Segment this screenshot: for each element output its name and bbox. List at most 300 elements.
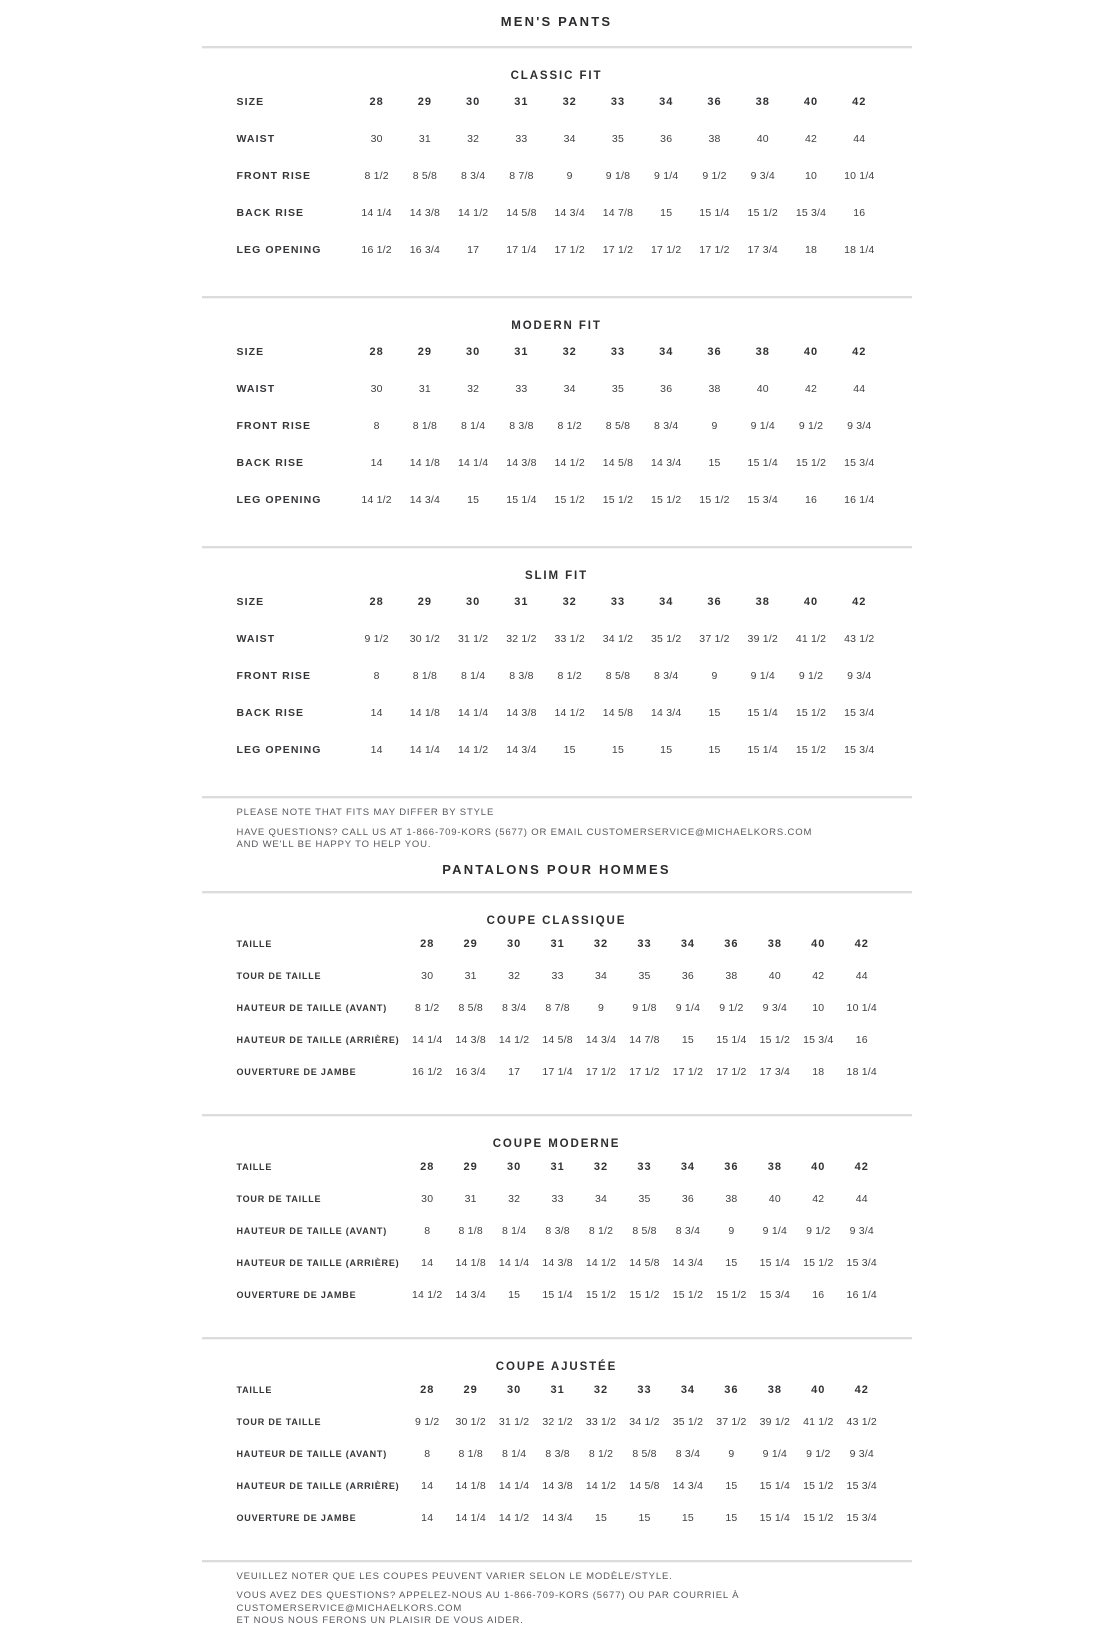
size-header-cell: 29 [463, 1160, 478, 1173]
value-cell: 33 1/2 [585, 1415, 617, 1428]
value-cell: 8 3/4 [675, 1447, 701, 1460]
value-cell: 9 [711, 419, 718, 432]
value-cell: 17 1/2 [554, 243, 585, 256]
section-heading: SLIM FIT [524, 570, 589, 582]
value-cell: 39 1/2 [759, 1415, 791, 1428]
table-row [202, 120, 912, 157]
value-cell: 44 [855, 969, 868, 982]
row-label: HAUTEUR DE TAILLE (ARRIÈRE) [236, 1257, 400, 1268]
value-cell: 9 3/4 [849, 1224, 874, 1237]
value-cell: 39 1/2 [747, 632, 778, 645]
size-header-cell: 30 [466, 95, 481, 108]
value-cell: 43 1/2 [846, 1415, 877, 1428]
size-header-cell: 28 [369, 595, 384, 608]
value-cell: 14 5/8 [602, 456, 634, 469]
value-cell: 32 1/2 [506, 632, 537, 645]
value-cell: 8 1/8 [412, 669, 438, 682]
value-cell: 8 1/4 [501, 1447, 527, 1460]
row-label: HAUTEUR DE TAILLE (ARRIÈRE) [236, 1034, 400, 1045]
value-cell: 9 3/4 [847, 669, 872, 682]
value-cell: 16 [804, 493, 818, 506]
row-label: SIZE [236, 595, 265, 608]
size-header-cell: 33 [610, 345, 626, 358]
value-cell: 8 3/8 [509, 419, 534, 432]
value-cell: 9 [711, 669, 718, 682]
value-cell: 15 1/4 [699, 206, 730, 219]
value-cell: 35 [611, 382, 624, 395]
size-header-cell: 28 [369, 345, 384, 358]
value-cell: 9 1/2 [719, 1001, 744, 1014]
value-cell: 8 1/2 [415, 1001, 440, 1014]
size-header-cell: 36 [707, 95, 722, 108]
value-cell: 15 1/2 [672, 1288, 704, 1301]
size-header-cell: 31 [550, 1160, 565, 1173]
size-header-cell: 42 [854, 937, 869, 950]
value-cell: 14 3/4 [455, 1288, 486, 1301]
value-cell: 8 5/8 [605, 419, 631, 432]
row-label: WAIST [236, 632, 276, 645]
value-cell: 18 [812, 1065, 825, 1078]
value-cell: 15 1/4 [759, 1256, 791, 1269]
value-cell: 15 3/4 [844, 456, 875, 469]
value-cell: 8 5/8 [458, 1001, 483, 1014]
value-cell: 15 [681, 1033, 694, 1046]
table-row [202, 194, 912, 231]
value-cell: 40 [756, 382, 769, 395]
value-cell: 15 [660, 743, 673, 756]
value-cell: 31 [418, 382, 431, 395]
row-label: TAILLE [236, 1384, 273, 1395]
value-cell: 14 1/8 [455, 1479, 486, 1492]
value-cell: 42 [804, 132, 818, 145]
value-cell: 14 [370, 456, 383, 469]
note-questions-fr-line1: VOUS AVEZ DES QUESTIONS? APPELEZ-NOUS AU 1-866-709-KORS (5677) OU PAR COURRIEL À CUSTOMERSERVICE@MICHAELKORS.COM [236, 1590, 740, 1614]
value-cell: 14 1/2 [554, 456, 585, 469]
value-cell: 15 1/2 [803, 1479, 834, 1492]
note-questions [237, 827, 912, 852]
value-cell: 15 1/4 [506, 493, 537, 506]
value-cell: 15 1/4 [759, 1479, 791, 1492]
value-cell: 42 [812, 1192, 825, 1205]
value-cell: 8 3/4 [675, 1224, 701, 1237]
value-cell: 8 3/4 [501, 1001, 527, 1014]
value-cell: 8 3/8 [545, 1447, 570, 1460]
value-cell: 9 1/2 [798, 419, 824, 432]
value-cell: 14 3/8 [506, 456, 537, 469]
value-cell: 15 1/2 [759, 1033, 791, 1046]
value-cell: 14 3/8 [506, 706, 537, 719]
value-cell: 14 5/8 [542, 1033, 573, 1046]
size-header-cell: 42 [852, 345, 867, 358]
value-cell: 15 1/2 [795, 743, 827, 756]
value-cell: 40 [768, 969, 781, 982]
note-questions-line2: AND WE'LL BE HAPPY TO HELP YOU. [236, 839, 432, 850]
value-cell: 31 [418, 132, 431, 145]
value-cell: 9 1/4 [750, 669, 775, 682]
value-cell: 16 [812, 1288, 825, 1301]
value-cell: 8 [424, 1224, 431, 1237]
value-cell: 38 [708, 132, 721, 145]
table-row [202, 1024, 912, 1056]
section-heading: COUPE AJUSTÉE [495, 1360, 618, 1373]
table-row [202, 1247, 912, 1279]
value-cell: 9 1/4 [675, 1001, 701, 1014]
value-cell: 15 [708, 743, 721, 756]
value-cell: 14 [370, 743, 383, 756]
value-cell: 14 3/4 [409, 493, 441, 506]
value-cell: 32 [467, 132, 480, 145]
value-cell: 14 7/8 [602, 206, 634, 219]
value-cell: 31 [464, 1192, 477, 1205]
value-cell: 15 [638, 1511, 651, 1524]
value-cell: 9 1/4 [762, 1224, 788, 1237]
value-cell: 14 1/4 [457, 706, 489, 719]
table-row [202, 83, 912, 120]
size-header-cell: 32 [593, 1383, 609, 1396]
size-header-cell: 31 [550, 937, 565, 950]
row-label: WAIST [236, 132, 276, 145]
value-cell: 8 [373, 419, 380, 432]
row-label: OUVERTURE DE JAMBE [236, 1289, 357, 1300]
table-row [202, 1279, 912, 1311]
value-cell: 34 [594, 1192, 608, 1205]
row-label: SIZE [236, 95, 265, 108]
value-cell: 8 5/8 [412, 169, 438, 182]
size-header-cell: 32 [562, 95, 577, 108]
value-cell: 18 1/4 [844, 243, 875, 256]
value-cell: 17 1/4 [542, 1065, 573, 1078]
value-cell: 15 [467, 493, 480, 506]
value-cell: 15 3/4 [759, 1288, 791, 1301]
value-cell: 38 [725, 1192, 738, 1205]
row-label: OUVERTURE DE JAMBE [236, 1512, 357, 1523]
value-cell: 15 1/2 [795, 706, 827, 719]
value-cell: 14 1/4 [412, 1033, 443, 1046]
value-cell: 33 1/2 [554, 632, 585, 645]
row-label: TAILLE [236, 938, 273, 949]
size-header-cell: 31 [514, 595, 529, 608]
size-header-cell: 34 [659, 595, 674, 608]
table-row [202, 657, 912, 694]
table-row [202, 1406, 912, 1438]
value-cell: 8 1/8 [458, 1224, 483, 1237]
table-row [202, 231, 912, 268]
value-cell: 15 1/2 [747, 206, 778, 219]
value-cell: 8 1/2 [588, 1224, 614, 1237]
value-cell: 16 [855, 1033, 868, 1046]
section-heading: MODERN FIT [511, 320, 602, 332]
size-header-cell: 29 [463, 1383, 478, 1396]
value-cell: 9 1/2 [415, 1415, 440, 1428]
value-cell: 15 1/4 [747, 743, 778, 756]
value-cell: 15 3/4 [846, 1479, 877, 1492]
value-cell: 17 1/2 [602, 243, 634, 256]
value-cell: 15 1/2 [803, 1511, 834, 1524]
value-cell: 9 [728, 1447, 735, 1460]
value-cell: 14 5/8 [629, 1256, 660, 1269]
table-row [202, 1056, 912, 1088]
value-cell: 8 3/4 [654, 669, 679, 682]
value-cell: 8 1/4 [460, 419, 486, 432]
note-questions-line1: HAVE QUESTIONS? CALL US AT 1-866-709-KORS (5677) OR EMAIL CUSTOMERSERVICE@MICHAELKORS.COM [236, 826, 813, 838]
value-cell: 15 [725, 1256, 738, 1269]
size-header-cell: 30 [466, 595, 481, 608]
value-cell: 8 5/8 [605, 669, 631, 682]
size-header-cell: 30 [466, 345, 481, 358]
row-label: BACK RISE [236, 206, 305, 219]
size-header-cell: 32 [593, 937, 609, 950]
value-cell: 8 1/2 [588, 1447, 614, 1460]
size-header-cell: 40 [811, 937, 826, 950]
value-cell: 10 1/4 [844, 169, 875, 182]
value-cell: 16 1/4 [846, 1288, 877, 1301]
value-cell: 41 1/2 [803, 1415, 834, 1428]
value-cell: 17 1/2 [629, 1065, 660, 1078]
size-header-cell: 42 [854, 1383, 869, 1396]
value-cell: 15 1/2 [554, 493, 585, 506]
value-cell: 14 [421, 1256, 434, 1269]
value-cell: 15 1/2 [585, 1288, 617, 1301]
value-cell: 9 1/2 [798, 669, 824, 682]
value-cell: 33 [551, 1192, 564, 1205]
value-cell: 9 [598, 1001, 605, 1014]
value-cell: 30 [370, 382, 383, 395]
value-cell: 8 [373, 669, 380, 682]
value-cell: 34 1/2 [629, 1415, 660, 1428]
notes-french [202, 1562, 912, 1628]
value-cell: 36 [660, 132, 673, 145]
size-header-cell: 34 [659, 345, 674, 358]
value-cell: 15 1/2 [699, 493, 730, 506]
note-fit-differ: PLEASE NOTE THAT FITS MAY DIFFER BY STYLE [236, 807, 495, 818]
value-cell: 36 [681, 969, 694, 982]
value-cell: 9 3/4 [762, 1001, 788, 1014]
value-cell: 14 3/4 [542, 1511, 573, 1524]
row-label: OUVERTURE DE JAMBE [236, 1066, 357, 1077]
size-header-cell: 40 [803, 95, 819, 108]
table-row [202, 1151, 912, 1183]
value-cell: 17 [467, 243, 480, 256]
fit-section [202, 1339, 912, 1544]
size-header-cell: 28 [420, 937, 435, 950]
value-cell: 35 1/2 [672, 1415, 704, 1428]
size-header-cell: 34 [680, 937, 696, 950]
table-row [202, 1183, 912, 1215]
value-cell: 14 3/8 [409, 206, 441, 219]
value-cell: 32 1/2 [542, 1415, 573, 1428]
section-heading: COUPE MODERNE [492, 1137, 621, 1150]
value-cell: 31 1/2 [457, 632, 489, 645]
size-header-cell: 34 [680, 1383, 696, 1396]
value-cell: 14 1/2 [412, 1288, 443, 1301]
size-header-cell: 29 [463, 937, 478, 950]
value-cell: 14 3/4 [585, 1033, 617, 1046]
value-cell: 18 [804, 243, 818, 256]
size-header-cell: 33 [610, 595, 626, 608]
value-cell: 14 3/4 [651, 706, 682, 719]
value-cell: 9 3/4 [847, 419, 872, 432]
size-header-cell: 36 [707, 345, 722, 358]
value-cell: 17 1/2 [672, 1065, 704, 1078]
size-header-cell: 38 [767, 937, 782, 950]
table-row [202, 1470, 912, 1502]
size-tables-french [202, 893, 912, 1562]
table-row [202, 444, 912, 481]
value-cell: 30 [421, 1192, 434, 1205]
value-cell: 35 [638, 1192, 651, 1205]
size-header-cell: 38 [767, 1160, 782, 1173]
value-cell: 14 1/4 [457, 456, 489, 469]
value-cell: 15 1/4 [542, 1288, 573, 1301]
size-header-cell: 40 [803, 595, 819, 608]
value-cell: 33 [551, 969, 564, 982]
size-header-cell: 29 [417, 95, 433, 108]
page-title-french: PANTALONS POUR HOMMES [442, 861, 671, 877]
section-heading: CLASSIC FIT [510, 70, 603, 82]
value-cell: 14 1/4 [498, 1479, 530, 1492]
row-label: LEG OPENING [236, 243, 322, 256]
value-cell: 16 [853, 206, 866, 219]
row-label: LEG OPENING [236, 743, 322, 756]
table-row [202, 731, 912, 768]
size-header-cell: 36 [724, 1383, 739, 1396]
table-row [202, 583, 912, 620]
table-row [202, 620, 912, 657]
value-cell: 17 3/4 [747, 243, 778, 256]
size-header-cell: 32 [562, 345, 577, 358]
value-cell: 9 3/4 [750, 169, 775, 182]
row-label: LEG OPENING [236, 493, 322, 506]
table-row [202, 481, 912, 518]
fit-section [202, 548, 912, 780]
value-cell: 10 [812, 1001, 825, 1014]
value-cell: 15 [611, 743, 624, 756]
value-cell: 15 [725, 1479, 738, 1492]
value-cell: 14 7/8 [629, 1033, 660, 1046]
value-cell: 30 1/2 [455, 1415, 486, 1428]
value-cell: 9 [728, 1224, 735, 1237]
size-header-cell: 34 [659, 95, 674, 108]
size-header-cell: 28 [420, 1383, 435, 1396]
value-cell: 15 3/4 [846, 1256, 877, 1269]
value-cell: 35 [638, 969, 651, 982]
value-cell: 15 1/4 [747, 456, 778, 469]
table-row [202, 1438, 912, 1470]
row-label: TOUR DE TAILLE [236, 1416, 322, 1427]
value-cell: 14 1/2 [457, 743, 489, 756]
value-cell: 44 [853, 132, 866, 145]
value-cell: 8 [424, 1447, 431, 1460]
size-header-cell: 30 [507, 1383, 522, 1396]
value-cell: 15 1/4 [759, 1511, 791, 1524]
table-row [202, 157, 912, 194]
value-cell: 15 3/4 [846, 1511, 877, 1524]
row-label: HAUTEUR DE TAILLE (AVANT) [236, 1225, 387, 1236]
size-header-cell: 36 [707, 595, 722, 608]
notes-english [202, 798, 912, 852]
value-cell: 36 [681, 1192, 694, 1205]
value-cell: 14 1/4 [361, 206, 392, 219]
value-cell: 30 [421, 969, 434, 982]
value-cell: 43 1/2 [844, 632, 875, 645]
table-row [202, 370, 912, 407]
value-cell: 14 3/8 [455, 1033, 486, 1046]
size-header-cell: 38 [755, 595, 770, 608]
value-cell: 15 3/4 [795, 206, 827, 219]
value-cell: 8 3/8 [545, 1224, 570, 1237]
value-cell: 33 [515, 382, 528, 395]
value-cell: 14 [421, 1511, 434, 1524]
value-cell: 40 [768, 1192, 781, 1205]
size-header-cell: 29 [417, 595, 433, 608]
value-cell: 34 [563, 382, 576, 395]
value-cell: 15 [708, 706, 721, 719]
value-cell: 14 1/4 [455, 1511, 486, 1524]
row-label: FRONT RISE [236, 169, 312, 182]
value-cell: 15 1/2 [651, 493, 682, 506]
row-label: FRONT RISE [236, 669, 312, 682]
size-header-cell: 32 [593, 1160, 609, 1173]
size-header-cell: 31 [514, 95, 529, 108]
value-cell: 8 1/8 [458, 1447, 483, 1460]
value-cell: 14 3/8 [542, 1256, 573, 1269]
size-header-cell: 33 [637, 937, 652, 950]
value-cell: 9 1/8 [632, 1001, 657, 1014]
value-cell: 17 1/2 [585, 1065, 617, 1078]
value-cell: 15 3/4 [803, 1033, 834, 1046]
value-cell: 14 1/2 [457, 206, 489, 219]
value-cell: 38 [725, 969, 738, 982]
note-questions-fr [237, 1590, 912, 1628]
size-header-cell: 30 [507, 1160, 522, 1173]
value-cell: 42 [804, 382, 818, 395]
value-cell: 18 1/4 [846, 1065, 877, 1078]
value-cell: 14 1/4 [498, 1256, 530, 1269]
value-cell: 15 1/2 [602, 493, 634, 506]
size-header-cell: 29 [417, 345, 433, 358]
value-cell: 15 1/4 [716, 1033, 747, 1046]
size-chart-page [202, 0, 912, 1628]
row-label: HAUTEUR DE TAILLE (AVANT) [236, 1002, 387, 1013]
value-cell: 16 1/4 [844, 493, 875, 506]
value-cell: 8 1/4 [501, 1224, 527, 1237]
size-header-cell: 42 [852, 95, 867, 108]
size-header-cell: 33 [610, 95, 626, 108]
value-cell: 16 1/2 [361, 243, 392, 256]
value-cell: 9 [566, 169, 573, 182]
fit-section [202, 298, 912, 530]
value-cell: 15 [508, 1288, 521, 1301]
value-cell: 44 [855, 1192, 868, 1205]
value-cell: 14 1/2 [498, 1033, 530, 1046]
size-header-cell: 33 [637, 1160, 652, 1173]
value-cell: 9 1/2 [364, 632, 389, 645]
value-cell: 34 [594, 969, 608, 982]
value-cell: 14 1/2 [498, 1511, 530, 1524]
value-cell: 14 [421, 1479, 434, 1492]
value-cell: 17 1/2 [716, 1065, 747, 1078]
value-cell: 14 5/8 [602, 706, 634, 719]
value-cell: 9 1/4 [654, 169, 679, 182]
value-cell: 15 [563, 743, 576, 756]
value-cell: 9 1/2 [806, 1224, 831, 1237]
value-cell: 41 1/2 [795, 632, 827, 645]
value-cell: 17 1/4 [506, 243, 537, 256]
value-cell: 15 [725, 1511, 738, 1524]
value-cell: 15 3/4 [844, 706, 875, 719]
value-cell: 15 3/4 [844, 743, 875, 756]
size-tables-english [202, 48, 912, 798]
